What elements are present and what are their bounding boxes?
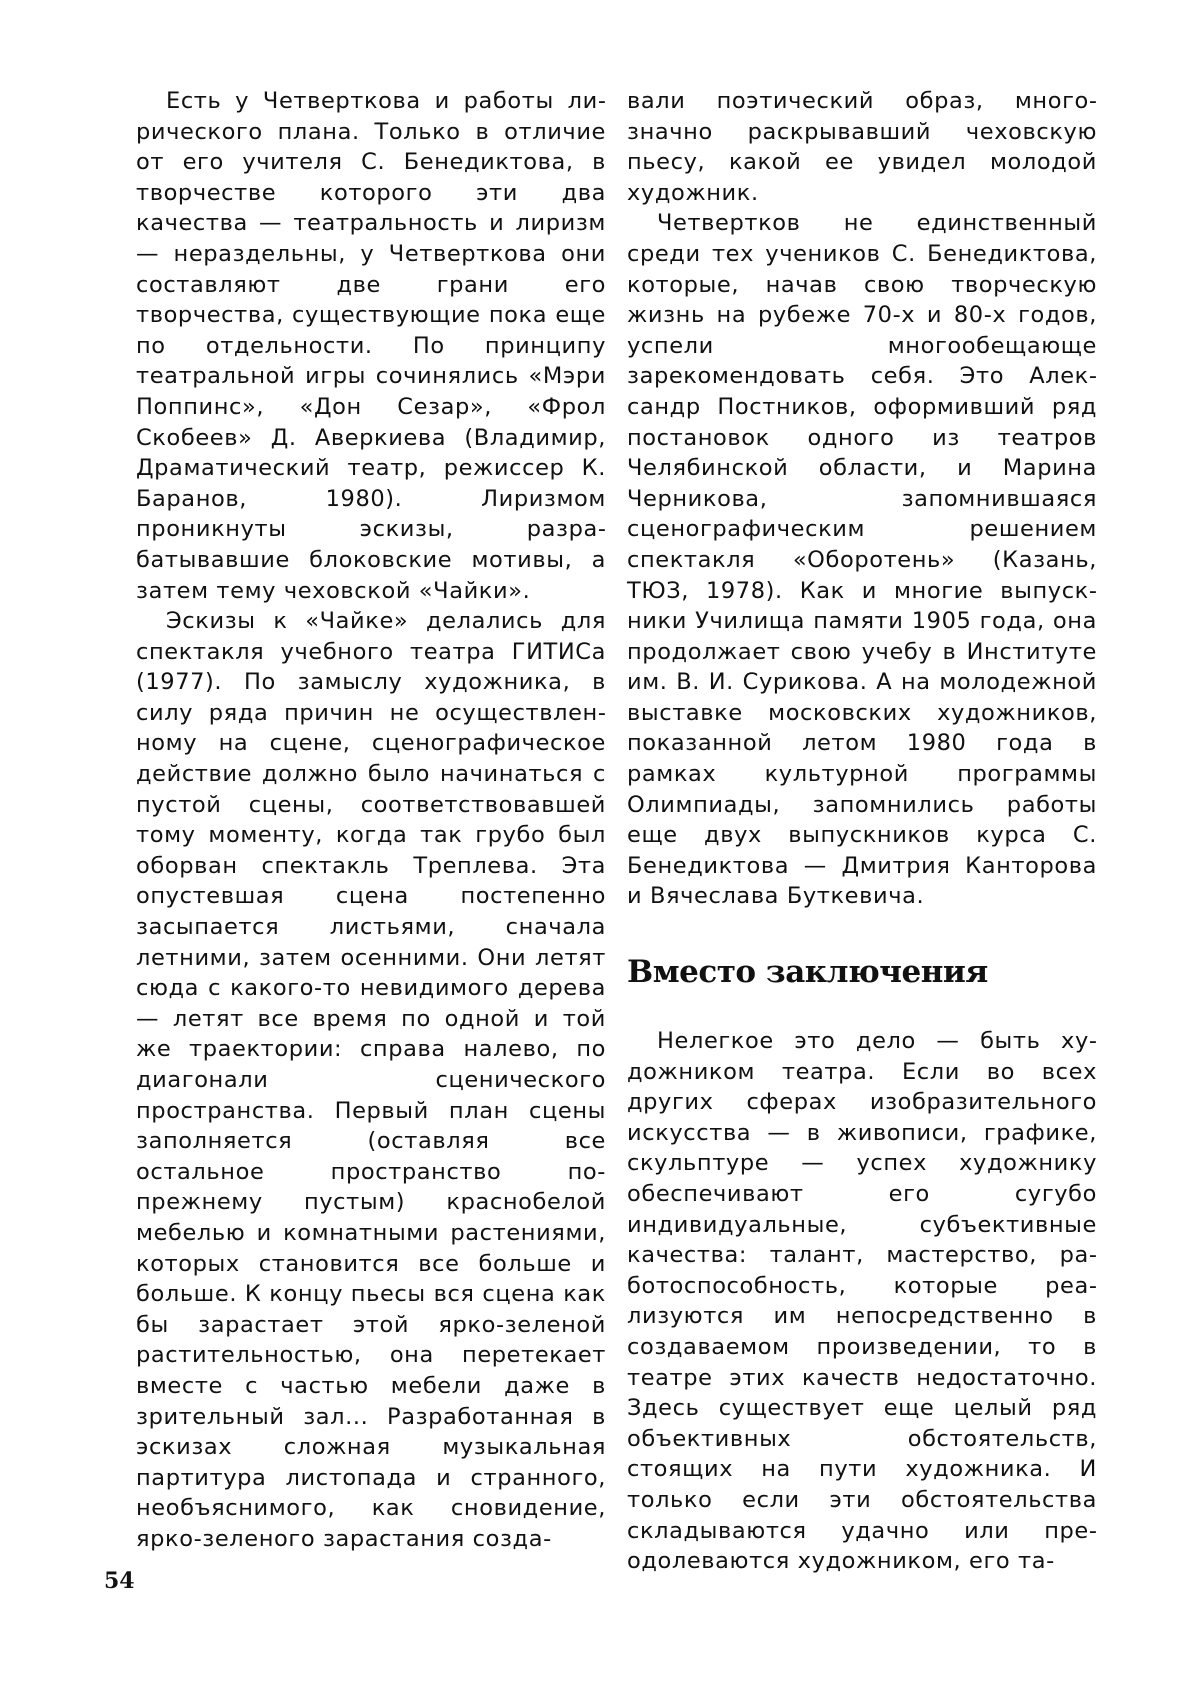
paragraph-chetvertkov-lyrical: Есть у Четверткова и работы лирического плана. Только в отличие от его учителя С. Бенедиктова, в творчестве которого эти два качества — театральность и лиризм — нераздельны, у Четверткова они составляют две грани его творчества, существующие пока еще по отдельности. По принципу театральной игры сочинялись «Мэри Поппинс», «Дон Сезар», «Фрол Скобеев» Д. Аверкиева (Владимир, Драматический театр, режиссер К. Баранов, 1980). Лиризмом проникнуты эскизы, разрабатывавшие блоковские мотивы, а затем тему чеховской «Чайки». — [136, 88, 606, 604]
section-heading: Вместо заключения — [627, 954, 988, 991]
paragraph-seagull-sketches: Эскизы к «Чайке» делались для спектакля учебного театра ГИТИСа (1977). По замыслу художника, в силу ряда причин не осуществленному на сцене, сценографическое действие должно было начинаться с пустой сцены, соответствовавшей тому моменту, когда так грубо был оборван спектакль Треплева. Эта опустевшая сцена постепенно засыпается листьями, сначала летними, затем осенними. Они летят сюда с какого-то невидимого дерева — летят все время по одной и той же траектории: справа налево, по диагонали сценического пространства. Первый план сцены заполняется (оставляя все остальное пространство по-прежнему пустым) краснобелой мебелью и комнатными растениями, которых становится все больше и больше. К концу пьесы вся сцена как бы зарастает этой ярко-зеленой растительностью, она перетекает вместе с частью мебели даже в зрительный зал... Разработанная в эскизах сложная музыкальная партитура листопада и странного, необъяснимого, как сновидение, ярко-зеленого зарастания созда- — [136, 608, 606, 1552]
page-number: 54 — [104, 1568, 135, 1594]
paragraph-other-students: Четвертков не единственный среди тех учеников С. Бенедиктова, которые, начав свою творческую жизнь на рубеже 70-х и 80-х годов, успели многообещающе зарекомендовать себя. Это Александр Постников, оформивший ряд постановок одного из театров Челябинской области, и Марина Черникова, запомнившаяся сценографическим решением спектакля «Оборотень» (Казань, ТЮЗ, 1978). Как и многие выпускники Училища памяти 1905 года, она продолжает свою учебу в Институте им. В. И. Сурикова. А на молодежной выставке московских художников, показанной летом 1980 года в рамках культурной программы Олимпиады, запомнились работы еще двух выпускников курса С. Бенедиктова — Дмитрия Канторова и Вячеслава Буткевича. — [627, 210, 1097, 910]
paragraph-conclusion: Нелегкое это дело — быть художником театра. Если во всех других сферах изобразительного искусства — в живописи, графике, скульптуре — успех художнику обеспечивают его сугубо индивидуальные, субъективные качества: талант, мастерство, работоспособность, которые реализуются им непосредственно в создаваемом произведении, то в театре этих качеств недостаточно. Здесь существует еще целый ряд объективных обстоятельств, стоящих на пути художника. И только если эти обстоятельства складываются удачно или преодолеваются художником, его та- — [627, 1028, 1097, 1575]
right-column — [627, 86, 1097, 1577]
paragraph-continuation: вали поэтический образ, многозначно раскрывавший чеховскую пьесу, какой ее увидел молодой художник. — [627, 88, 1097, 206]
left-column — [136, 86, 606, 1555]
